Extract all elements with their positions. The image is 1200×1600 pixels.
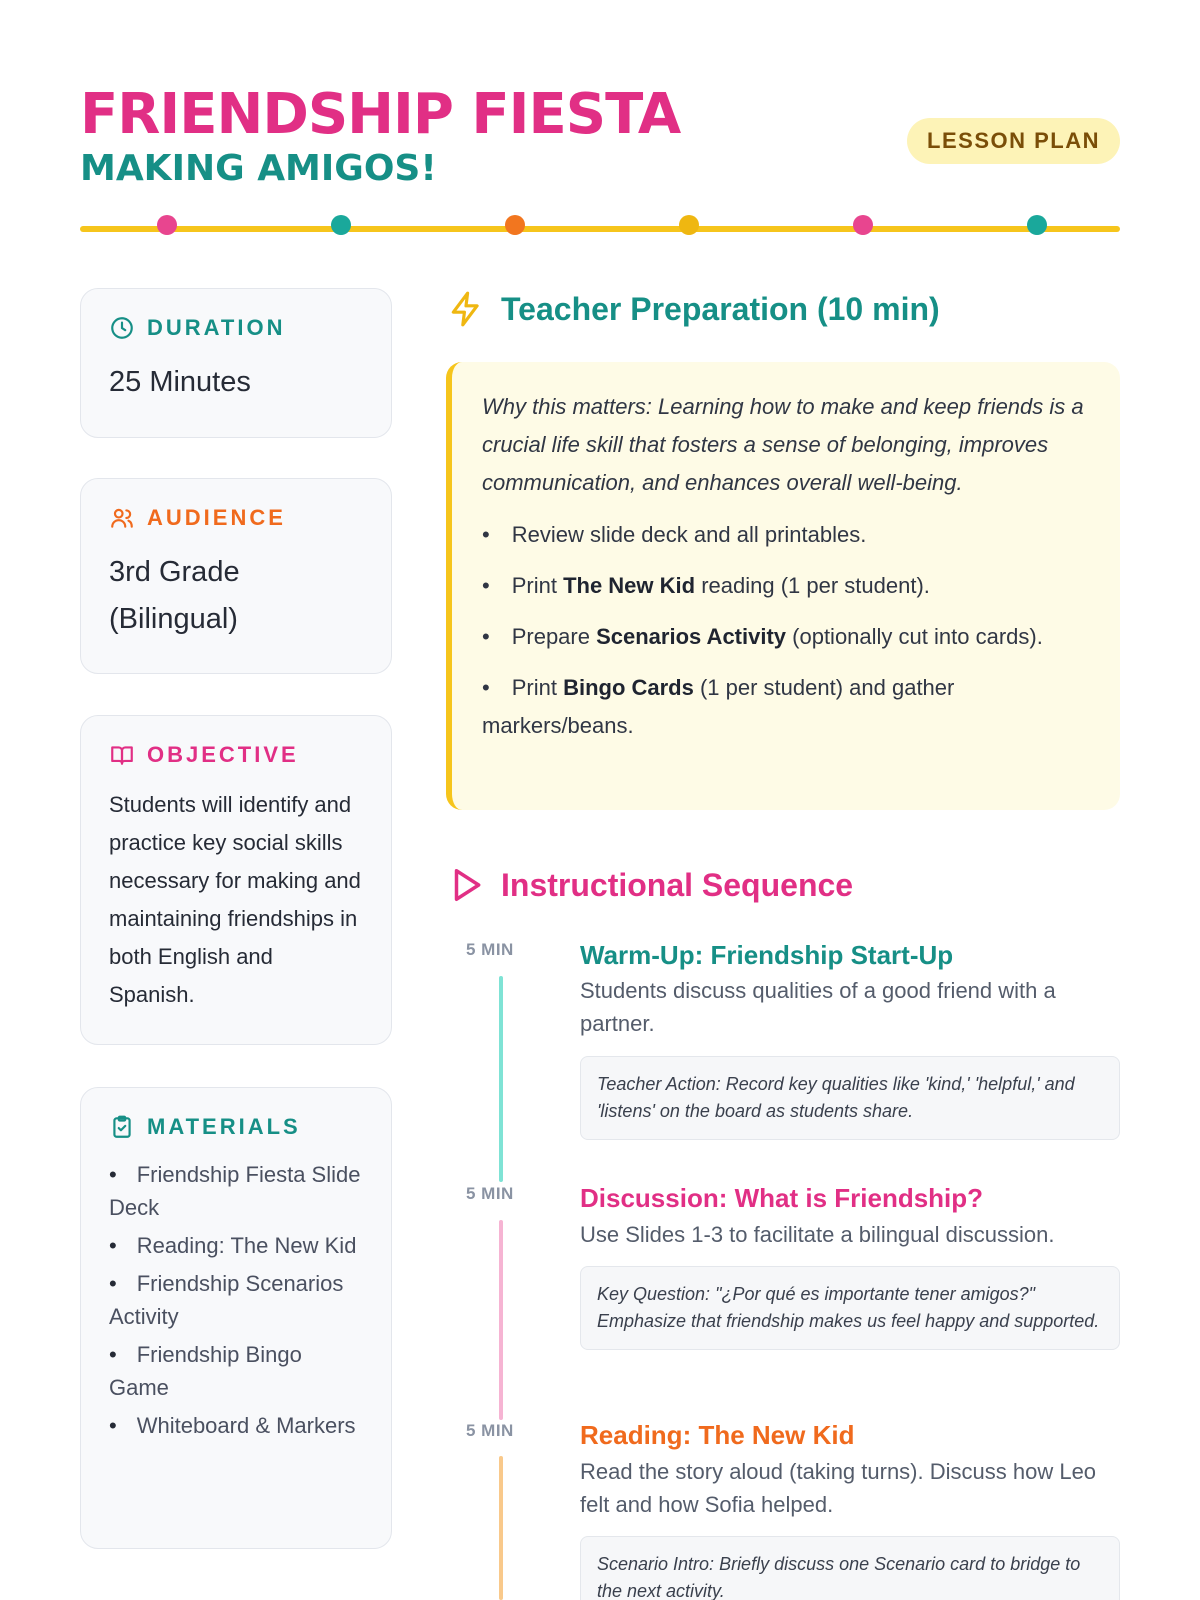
divider-dot xyxy=(505,215,525,235)
prep-item xyxy=(482,567,1090,605)
prep-box xyxy=(446,362,1120,810)
step-title: Discussion: What is Friendship? xyxy=(580,1183,984,1213)
prep-item xyxy=(482,516,1090,554)
audience-value-line2: (Bilingual) xyxy=(109,603,238,635)
step-duration: 5 MIN xyxy=(466,1184,514,1203)
step-title: Warm-Up: Friendship Start-Up xyxy=(580,940,954,970)
duration-card xyxy=(80,288,392,438)
audience-label: AUDIENCE xyxy=(147,505,286,530)
materials-label: MATERIALS xyxy=(147,1114,301,1139)
step-timeline-line xyxy=(499,976,503,1182)
page-title: FRIENDSHIP FIESTA xyxy=(80,82,681,147)
divider-dot xyxy=(679,215,699,235)
prep-heading-text: Teacher Preparation (10 min) xyxy=(501,290,940,327)
materials-list xyxy=(109,1158,363,1442)
book-icon xyxy=(109,742,135,768)
materials-card xyxy=(80,1087,392,1549)
prep-list xyxy=(482,516,1090,745)
step-description: Students discuss qualities of a good friend with a partner. xyxy=(580,978,1056,1036)
lightning-icon xyxy=(447,290,485,328)
prep-item-text: Print xyxy=(511,675,564,700)
users-icon xyxy=(109,505,135,531)
step-description: Use Slides 1-3 to facilitate a bilingual discussion. xyxy=(580,1222,1055,1247)
prep-item xyxy=(482,669,1090,745)
step-title: Reading: The New Kid xyxy=(580,1420,855,1450)
prep-item-bold: Scenarios Activity xyxy=(596,624,787,649)
page-header xyxy=(80,84,1120,234)
step-timeline-line xyxy=(499,1456,503,1600)
divider-dot xyxy=(1027,215,1047,235)
page-subtitle: MAKING AMIGOS! xyxy=(80,148,437,189)
divider-dot xyxy=(157,215,177,235)
materials-item: • Friendship Fiesta Slide Deck xyxy=(109,1158,363,1224)
materials-item: • Reading: The New Kid xyxy=(109,1229,363,1262)
prep-item-text: (optionally cut into cards). xyxy=(786,624,1043,649)
prep-item-bold: The New Kid xyxy=(563,573,696,598)
step-description: Read the story aloud (taking turns). Discuss how Leo felt and how Sofia helped. xyxy=(580,1459,1097,1517)
prep-heading xyxy=(447,290,940,328)
prep-item-text: Review slide deck and all printables. xyxy=(511,522,867,547)
why-this-matters: Why this matters: Learning how to make and keep friends is a crucial life skill that fosters a sense of belonging, improves communication, and enhances overall well-being. xyxy=(482,394,1084,495)
prep-item xyxy=(482,618,1090,656)
header-divider xyxy=(80,226,1120,232)
divider-dot xyxy=(331,215,351,235)
step-duration: 5 MIN xyxy=(466,940,514,959)
step-note: Key Question: "¿Por qué es importante tener amigos?" Emphasize that friendship makes us feel happy and supported. xyxy=(580,1266,1120,1350)
materials-item: • Friendship Bingo Game xyxy=(109,1338,363,1404)
step-duration: 5 MIN xyxy=(466,1421,514,1440)
objective-text: Students will identify and practice key social skills necessary for making and maintaining friendships in both English and Spanish. xyxy=(109,792,361,1007)
audience-card xyxy=(80,478,392,674)
materials-item: • Whiteboard & Markers xyxy=(109,1409,363,1442)
prep-item-text: reading (1 per student). xyxy=(695,573,930,598)
lesson-plan-badge: LESSON PLAN xyxy=(907,118,1120,164)
sequence-heading xyxy=(447,866,853,904)
prep-item-text: Prepare xyxy=(511,624,597,649)
duration-value: 25 Minutes xyxy=(109,366,251,398)
step-note: Teacher Action: Record key qualities like 'kind,' 'helpful,' and 'listens' on the board as students share. xyxy=(580,1056,1120,1140)
divider-dot xyxy=(853,215,873,235)
audience-value-line1: 3rd Grade xyxy=(109,556,240,588)
clock-icon xyxy=(109,315,135,341)
objective-card xyxy=(80,715,392,1045)
objective-label: OBJECTIVE xyxy=(147,742,299,767)
prep-item-text: Print xyxy=(511,573,564,598)
step-note: Scenario Intro: Briefly discuss one Scenario card to bridge to the next activity. xyxy=(580,1536,1120,1600)
prep-item-bold: Bingo Cards xyxy=(563,675,694,700)
play-icon xyxy=(447,866,485,904)
sequence-heading-text: Instructional Sequence xyxy=(501,866,854,903)
materials-item: • Friendship Scenarios Activity xyxy=(109,1267,363,1333)
clipboard-check-icon xyxy=(109,1114,135,1140)
prep-item-text: (1 per student) and gather markers/beans. xyxy=(482,675,955,738)
duration-label: DURATION xyxy=(147,315,286,340)
step-timeline-line xyxy=(499,1220,503,1420)
